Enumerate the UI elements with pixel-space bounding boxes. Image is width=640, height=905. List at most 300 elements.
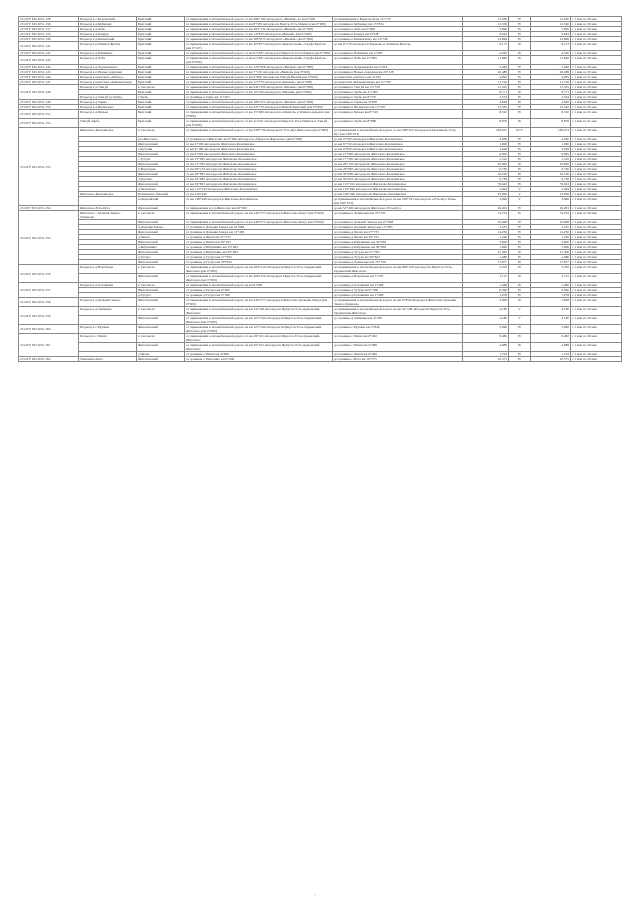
length-total-cell: 10,830 [531, 162, 571, 167]
end-point-cell: до границы д.Тутура км 0+390 [333, 288, 463, 293]
restriction-period-cell: с 1 мая по 30 мая [571, 250, 622, 255]
road-register-sheet [18, 16, 621, 362]
length-cell: 169,937 [463, 128, 509, 137]
category-cell: IV [509, 119, 531, 128]
registry-number-cell: 25 ОГУ МЗ 2051-146 [19, 75, 79, 80]
road-name-cell: Подъезд к д.Тангуй (д.Зарбь) [79, 95, 137, 100]
start-point-cell: от границы д.Бабушкино км 35+063 [185, 245, 333, 250]
category-cell: IV [509, 17, 531, 22]
road-name-cell: Подъезд к пристани «Кильмагамая» [79, 80, 137, 85]
start-point-cell: от примыкания к автомобильной дороге на км 29+161 автодороги Иркутск-Усть-Ордынский-Жигалово [185, 343, 333, 352]
registry-number-cell: 25 ОГУ МЗ 2051-147 [19, 80, 79, 85]
length-cell: 15,556 [463, 22, 509, 27]
restriction-period-cell: с 1 мая по 30 мая [571, 235, 622, 240]
end-point-cell: до границы в Тангуй км 11+379 [333, 85, 463, 90]
category-cell: IV [509, 255, 531, 260]
category-cell: IV [509, 260, 531, 265]
start-point-cell: от км 28+865 автодороги Жигалово-Казачинское [185, 172, 333, 177]
restriction-period-cell: с 1 мая по 30 мая [571, 22, 622, 27]
category-cell: IV [509, 80, 531, 85]
length-cell: 2,554 [463, 95, 509, 100]
length-total-cell: 1,430 [531, 235, 571, 240]
section-cell: Жигаловский [137, 274, 185, 283]
table-row [19, 211, 622, 220]
end-point-cell: до границы д.Тутура км 58+843 [333, 255, 463, 260]
start-point-cell: от примыкания к автомобильной дороге от км 383+013 автодороги «Вилюй» (км 0+000) [185, 37, 333, 42]
start-point-cell: от км 15+995 автодороги Жигалово-Казачинское [185, 157, 333, 162]
start-point-cell: от примыкания к автомобильной дороге на км 268+419 автодороги Иркутск-Усть-Ордынский-Жигалово (км 0+000) [185, 265, 333, 274]
category-cell: IV [509, 162, 531, 167]
end-point-cell: до пристани «Кильмагамая» км 11+760 [333, 80, 463, 85]
category-cell: V [509, 192, 531, 197]
table-row [19, 325, 622, 334]
length-total-cell: 26,201 [531, 206, 571, 211]
length-cell: 9,173 [463, 42, 509, 51]
section-cell: д.Грузино [137, 177, 185, 182]
restriction-period-cell: с 1 мая по 31 мая [571, 119, 622, 128]
category-cell: IV [509, 147, 531, 152]
length-total-cell: 3,705 [531, 265, 571, 274]
road-name-cell [79, 274, 137, 283]
category-cell: V [509, 197, 531, 206]
start-point-cell: от границы с.Чичап км 4+689 [185, 352, 333, 357]
section-cell: Жигаловский [137, 288, 185, 293]
category-cell: IV [509, 293, 531, 298]
section-cell: д.Челноково [137, 187, 185, 192]
registry-number-cell: 25 ОГУ МЗ 2051-156 [19, 265, 79, 283]
section-cell: Братский [137, 119, 185, 128]
length-cell: 1,310 [463, 157, 509, 162]
restriction-period-cell: с 1 мая по 30 мая [571, 334, 622, 343]
section-cell: Братский [137, 32, 185, 37]
start-point-cell: от примыкания к автомобильной дороге на км 34+148 автодороги Иркутск-Усть-Ордынский-Жигалово [185, 307, 333, 316]
length-cell: 26,201 [463, 206, 509, 211]
table-row [19, 110, 622, 119]
restriction-period-cell: с 1 мая по 30 мая [571, 225, 622, 230]
end-point-cell: до км 39+085 автодороги Жигалово-Казачинское [333, 172, 463, 177]
page-mark: · [314, 893, 316, 899]
category-cell: IV [509, 56, 531, 65]
length-cell: 1,793 [463, 352, 509, 357]
restriction-period-cell: с 1 мая по 30 мая [571, 187, 622, 192]
start-point-cell: от примыкания к автомобильной дороге от км 29+161 автодороги Иркутск-Усть-Ордынский-Жигалово [185, 334, 333, 343]
length-total-cell: 6,995 [531, 152, 571, 157]
length-cell: 1,078 [463, 293, 509, 298]
end-point-cell: до примыкания к Берегоцой км 13+170 [333, 17, 463, 22]
end-point-cell: до границы в Дальней Закоры км 10+948 [333, 220, 463, 225]
length-total-cell: 0,730 [531, 167, 571, 172]
length-cell: 2,858 [463, 298, 509, 307]
category-cell: IV [509, 172, 531, 177]
road-name-cell: Жигалово-Казачинское [79, 128, 137, 137]
length-total-cell: 11,325 [531, 85, 571, 90]
end-point-cell: до км 6+750 автодороги Жигалово-Казачинское [333, 142, 463, 147]
restriction-period-cell: с 1 мая по 30 мая [571, 182, 622, 187]
length-total-cell: 1,480 [531, 255, 571, 260]
category-cell: IV [509, 325, 531, 334]
length-total-cell: 1,468 [531, 283, 571, 288]
length-total-cell: 13,500 [531, 17, 571, 22]
registry-number-cell: 25 ОГУ МЗ 2051-159 [19, 307, 79, 325]
category-cell: IV [509, 27, 531, 32]
length-cell: 3,715 [463, 274, 509, 283]
start-point-cell: от км 6+180 автодороги Жигалово-Казачинское [185, 147, 333, 152]
start-point-cell: от примыкания к автомобильной дороге от км 246+377 автодороги Жигалово-Качуг (км 0+000) [185, 220, 333, 225]
road-name-cell: Подъезд к д.Кежемский [79, 37, 137, 42]
section-cell: Жигаловский [137, 182, 185, 187]
category-cell: IV [509, 152, 531, 157]
start-point-cell: от границы д.Тутура км 58+843 [185, 260, 333, 265]
start-point-cell: от границы д.Чичап км 27+733 [185, 235, 333, 240]
end-point-cell: до границы в Зарбь км 11+402 [333, 90, 463, 95]
length-total-cell: 76,643 [531, 182, 571, 187]
road-name-cell: Подъезд к д.Илимкаре [79, 51, 137, 56]
length-cell: 1,430 [463, 235, 509, 240]
section-cell: Жигаловский [137, 142, 185, 147]
end-point-cell: до границы в Шумилово км 15+587 [333, 105, 463, 110]
section-cell: Жигаловский [137, 152, 185, 157]
start-point-cell: от примыкания к автомобильной дороге от км 12+370 автодороги «Кильма» (км 0+000) [185, 80, 333, 85]
length-total-cell: 5,948 [531, 65, 571, 70]
restriction-period-cell: с 1 мая по 30 мая [571, 128, 622, 137]
category-cell: IV [509, 334, 531, 343]
restriction-period-cell: с 1 мая по 30 мая [571, 265, 622, 274]
length-cell: 4,180 [463, 316, 509, 325]
category-cell: IV [509, 177, 531, 182]
table-row [19, 119, 622, 128]
end-point-cell: до км 39+823 автодороги Жигалово-Казачинское [333, 177, 463, 182]
restriction-period-cell: с 1 мая по 30 мая [571, 245, 622, 250]
start-point-cell: от примыкания к автомобильной дороге от км 36+857 автодороги «Кирульский» «Труфа-Братск» (км 0+127) [185, 42, 333, 51]
section-cell: Братский [137, 51, 185, 56]
category-cell: IV [509, 206, 531, 211]
category-cell: IV [509, 32, 531, 37]
registry-number-cell: 25 ОГУ МЗ 2051-150 [19, 105, 79, 110]
section-cell: Жигаловский [137, 172, 185, 177]
start-point-cell: от примыкания к автомобильной дороге от км 7+150 автодороги «Вилюй» (км 0+000) [185, 70, 333, 75]
length-cell: 5,948 [463, 65, 509, 70]
category-cell: IV [509, 274, 531, 283]
length-total-cell: 14,250 [531, 230, 571, 235]
length-total-cell: 1,000 [531, 245, 571, 250]
section-cell: Братский [137, 27, 185, 32]
restriction-period-cell: с 1 мая по 30 мая [571, 316, 622, 325]
length-total-cell: 2,858 [531, 298, 571, 307]
category-cell: IV [509, 230, 531, 235]
road-name-cell: Подъезд к пристани «Добгру» [79, 75, 137, 80]
start-point-cell: от примыкания к автомобильной дороге на км 246+377 автодороги Жигалово-Дальняя Закора (км 0+000) [185, 298, 333, 307]
start-point-cell: от км 148+440 автодороги Жигалово-Казачинское [185, 197, 333, 206]
registry-number-cell: 25 ОГУ МЗ 2051-148 [19, 85, 79, 100]
length-cell: 3,494 [463, 187, 509, 192]
restriction-period-cell: с 1 мая по 30 мая [571, 80, 622, 85]
end-point-cell: до границы в Новые Аджунки км 20+128 [333, 70, 463, 75]
section-cell: с.Тутура [137, 157, 185, 162]
category-cell: IV [509, 142, 531, 147]
table-row [19, 307, 622, 316]
end-point-cell: до км 52+400 автодороги Жигалово-Усть-Кута [333, 206, 463, 211]
length-total-cell: 5,840 [531, 27, 571, 32]
length-cell: 6,482 [463, 334, 509, 343]
length-total-cell: 10,100 [531, 172, 571, 177]
table-body [19, 17, 622, 362]
road-name-cell: Тимохина-Илга [79, 357, 137, 362]
restriction-period-cell: с 1 мая по 30 мая [571, 274, 622, 283]
registry-number-cell: 25 ОГУ МЗ 2051-136 [19, 22, 79, 27]
section-cell: п.Окунайский [137, 197, 185, 206]
table-row [19, 316, 622, 325]
start-point-cell: от км 17+305 автодороги Жигалово-Казачинское [185, 162, 333, 167]
restriction-period-cell: с 1 мая по 30 мая [571, 307, 622, 316]
start-point-cell: от примыкания к автомобильной дороге на км 167+240 автодороги Иркутск-Усть-Ордынский-Жигалово (км 0+000) [185, 316, 333, 325]
end-point-cell: до примыкания к автомобильной дороге от км 198+252 автодороги Казачинско-Усть-Кут (км 198+253) [333, 128, 463, 137]
start-point-cell: от км 39+823 автодороги Жигалово-Казачинское [185, 182, 333, 187]
section-cell: с.Чичап [137, 352, 185, 357]
category-cell: IV [509, 265, 531, 274]
restriction-period-cell: с 1 мая по 30 мая [571, 343, 622, 352]
table-row [19, 42, 622, 51]
section-cell: Жигаловский [137, 260, 185, 265]
category-cell: IV [509, 352, 531, 357]
length-total-cell: 3,494 [531, 187, 571, 192]
registry-number-cell: 25 ОГУ МЗ 2051-145 [19, 70, 79, 75]
restriction-period-cell: с 1 мая по 30 мая [571, 167, 622, 172]
road-name-cell: Подъезд к д.Тарма [79, 100, 137, 105]
restriction-period-cell: с 1 мая по 30 мая [571, 105, 622, 110]
restriction-period-cell: с 1 мая по 30 мая [571, 27, 622, 32]
category-cell: IV [509, 357, 531, 362]
length-total-cell: 3,696 [531, 197, 571, 206]
length-total-cell: 4,628 [531, 100, 571, 105]
end-point-cell: до границы с.Чичап км 6+482 [333, 352, 463, 357]
start-point-cell: от примыкания к автомобильной дороге от км 61+481 автодороги «Кирульский» «Труфа-Братск» (км 0+000) [185, 56, 333, 65]
section-cell: д.Бабушкино [137, 245, 185, 250]
restriction-period-cell: с 1 мая по 30 мая [571, 220, 622, 225]
restriction-period-cell: с 1 мая по 30 мая [571, 288, 622, 293]
category-cell: IV [509, 65, 531, 70]
start-point-cell: от км 9+000 автодороги Жигалово-Казачинское [185, 152, 333, 157]
road-name-cell: Тангуй-Зарбь [79, 119, 137, 128]
category-cell: IV [509, 22, 531, 27]
category-cell: IV [509, 51, 531, 56]
road-name-cell: Подъезд к д.Кандуя [79, 32, 137, 37]
section-cell: Братский [137, 65, 185, 70]
section-cell: Жигаловский [137, 250, 185, 255]
restriction-period-cell: с 1 мая по 30 мая [571, 177, 622, 182]
length-cell: 4,180 [463, 307, 509, 316]
road-name-cell: Подъезд к с.Рудовка [79, 325, 137, 334]
start-point-cell: от примыкания к автомобильной дороге от км 244+359 автодороги «Вилюй» (км 0+000) [185, 85, 333, 90]
length-cell: 14,896 [463, 37, 509, 42]
length-cell: 11,325 [463, 85, 509, 90]
section-cell: в том числе [137, 334, 185, 343]
table-row [19, 265, 622, 274]
start-point-cell: от км 4+500 автодороги Жигалово-Казачинское [185, 142, 333, 147]
category-cell: IV [509, 42, 531, 51]
section-cell: Братский [137, 100, 185, 105]
restriction-period-cell: с 1 мая по 30 мая [571, 162, 622, 167]
length-cell: 4,689 [463, 343, 509, 352]
length-cell: 3,696 [463, 197, 509, 206]
start-point-cell: от примыкания к автомобильной дороге на км 0+000 [185, 283, 333, 288]
length-cell: 0,738 [463, 177, 509, 182]
road-name-cell: Подъезд к д.Хуржемаково [79, 65, 137, 70]
section-cell: в том числе [137, 265, 185, 274]
restriction-period-cell: с 1 мая по 30 мая [571, 56, 622, 65]
table-row [19, 334, 622, 343]
registry-number-cell: 25 ОГУ МЗ 2051-143 [19, 56, 79, 65]
length-total-cell: 11,840 [531, 56, 571, 65]
start-point-cell: от примыкания к автомобильной дороге от км 15+480 автодороги «Илимск» в Илимск-Адъевск (км 0+000) [185, 110, 333, 119]
registry-number-cell: 25 ОГУ МЗ 2051-157 [19, 283, 79, 298]
road-name-cell: Подъезд к д.Головкина [79, 283, 137, 288]
end-point-cell: до границы д.Бабушкино км 35+063 [333, 240, 463, 245]
length-total-cell: 8,876 [531, 119, 571, 128]
restriction-period-cell: с 1 мая по 30 мая [571, 283, 622, 288]
registry-number-cell: 25 ОГУ МЗ 2051-161 [19, 334, 79, 357]
end-point-cell: до км 4+500 автодороги Жигалово-Казачинское [333, 137, 463, 142]
length-cell: 20,488 [463, 70, 509, 75]
length-cell: 10,948 [463, 220, 509, 225]
category-cell: IV [509, 70, 531, 75]
length-total-cell: 15,592 [531, 105, 571, 110]
end-point-cell: до примыкания к автомобильной дороге на км 34+148 автодороги Иркутск-Усть-Ордынский-Жигалово [333, 307, 463, 316]
length-cell: 0,730 [463, 167, 509, 172]
length-total-cell: 23,099 [531, 192, 571, 197]
end-point-cell: до границы д.Воробьева км 3+705 [333, 274, 463, 283]
category-cell: IV [509, 105, 531, 110]
start-point-cell: от примыкания к автомобильной дороге от км 61+481 автодороги Иркутск-Усть-Илимск (км 0+000) [185, 51, 333, 56]
category-cell: IV [509, 343, 531, 352]
length-cell: 8,771 [463, 90, 509, 95]
start-point-cell: от примыкания к автомобильной дороге от км 14+835 автодороги «Вилюй» (км 0+000) [185, 32, 333, 37]
length-cell: 2,535 [463, 225, 509, 230]
restriction-period-cell: с 1 мая по 30 мая [571, 255, 622, 260]
registry-number-cell: 25 ОГУ МЗ 2051-138 [19, 17, 79, 22]
start-point-cell: от примыкания к автомобильной дороге от км 11+421 автодороги Иркутск-Усть-Илимск и Тангуй (км 0+000) [185, 119, 333, 128]
registry-number-cell: 25 ОГУ МЗ 2051-135 [19, 32, 79, 37]
category-cell: IV [509, 298, 531, 307]
road-name-cell: Подъезд к д.Лабе [79, 27, 137, 32]
length-total-cell: 169,274 [531, 128, 571, 137]
category-cell: IV [509, 225, 531, 230]
registry-number-cell: 25 ОГУ МЗ 2051-162 [19, 357, 79, 362]
road-name-cell: Жигалово - Дальняя Закора - Лукинова [79, 211, 137, 220]
end-point-cell: до границы д.Знаменка км 4+180 [333, 316, 463, 325]
length-total-cell: 17,877 [531, 260, 571, 265]
restriction-period-cell: с 1 мая по 30 мая [571, 240, 622, 245]
length-total-cell: 11,726 [531, 80, 571, 85]
length-total-cell: 10,948 [531, 220, 571, 225]
length-cell: 4,520 [463, 51, 509, 56]
registry-number-cell: 25 ОГУ МЗ 2051-144 [19, 65, 79, 70]
registry-number-cell: 25 ОГУ МЗ 2051-149 [19, 100, 79, 105]
length-cell: 4,628 [463, 100, 509, 105]
section-cell: р.п.Жигалово [137, 137, 185, 142]
category-cell: IV [509, 100, 531, 105]
restriction-period-cell: с 1 мая по 30 мая [571, 157, 622, 162]
length-total-cell: 9,644 [531, 32, 571, 37]
length-cell: 11,726 [463, 80, 509, 85]
restriction-period-cell: с 1 мая по 30 мая [571, 293, 622, 298]
category-cell: IV [509, 250, 531, 255]
category-cell: IV [509, 220, 531, 225]
length-total-cell: 5,900 [531, 240, 571, 245]
restriction-period-cell: с 1 мая по 30 мая [571, 137, 622, 142]
section-cell: Жигаловский [137, 325, 185, 334]
section-cell: в том числе [137, 211, 185, 220]
length-cell: 4,095 [463, 75, 509, 80]
end-point-cell: до примыкания к автомобильной дороге на км 268+419 автодороги Иркутск-Усть-Ордынский-Жигалово [333, 265, 463, 274]
length-cell: 8,310 [463, 110, 509, 119]
end-point-cell: до границы в Илимкаре км 4+485 [333, 51, 463, 56]
length-cell: 5,900 [463, 240, 509, 245]
start-point-cell: от км 39+085 автодороги Жигалово-Казачинское [185, 177, 333, 182]
length-cell: 74,703 [463, 211, 509, 220]
start-point-cell: от примыкания к автомобильной дороге от км 120+958 автодороги «Вилюй» (км 0+000) [185, 65, 333, 70]
category-cell: IV [509, 182, 531, 187]
length-cell: 23,099 [463, 192, 509, 197]
end-point-cell: до границы д.Чичап км 27+733 [333, 230, 463, 235]
start-point-cell: от примыкания к автомобильной дороге от км 44+770 автодороги Вилюй-Братский (км 0+000) [185, 105, 333, 110]
length-total-cell: 4,520 [531, 51, 571, 56]
length-cell: 10,830 [463, 162, 509, 167]
length-total-cell: 2,554 [531, 95, 571, 100]
end-point-cell: до границы с.Чичап км 4+689 [333, 343, 463, 352]
restriction-period-cell: с 1 мая по 30 мая [571, 51, 622, 56]
restriction-period-cell: с 1 мая по 30 мая [571, 142, 622, 147]
length-total-cell: 1,793 [531, 352, 571, 357]
length-total-cell: 4,689 [531, 343, 571, 352]
end-point-cell: до границы в Зарбь км 8+337 [333, 95, 463, 100]
category-cell: V [509, 187, 531, 192]
length-total-cell: 1,310 [531, 157, 571, 162]
restriction-period-cell: с 1 мая по 30 мая [571, 357, 622, 362]
road-name-cell [79, 316, 137, 325]
restriction-period-cell: с 1 мая по 31 мая [571, 75, 622, 80]
restriction-period-cell: с 1 мая по 30 мая [571, 42, 622, 51]
end-point-cell: до км 148+440 автодороги Жигалово-Казачинское [333, 192, 463, 197]
road-name-cell: Подъезд к д.Воробьева [79, 265, 137, 274]
restriction-period-cell: с 1 мая по 30 мая [571, 100, 622, 105]
length-total-cell: 5,846 [531, 325, 571, 334]
start-point-cell: от примыкания к автомобильной дороге от км 186+321 автодороги «Вилюй» (км 0+000) [185, 100, 333, 105]
length-total-cell: 8,771 [531, 90, 571, 95]
end-point-cell: до границы д.Чичап км 29+163 [333, 235, 463, 240]
start-point-cell: от границы п.Дальняя Закора км 10+948 [185, 225, 333, 230]
length-cell: 0,390 [463, 288, 509, 293]
restriction-period-cell: с 1 мая по 30 мая [571, 32, 622, 37]
end-point-cell: до границы п.Дальняя Закора км 13+483 [333, 225, 463, 230]
section-cell: Братский [137, 80, 185, 85]
end-point-cell: до границы в Хуржемакова км 5+918 [333, 65, 463, 70]
length-total-cell: 4,095 [531, 75, 571, 80]
registry-number-cell: 25 ОГУ МЗ 2051-153 [19, 128, 79, 206]
category-cell: IV [509, 95, 531, 100]
restriction-period-cell: с 1 мая по 30 мая [571, 325, 622, 334]
end-point-cell: до границы в Лабе км 5+690 [333, 27, 463, 32]
registry-number-cell: 25 ОГУ МЗ 2051-151 [19, 110, 79, 119]
end-point-cell: до км 9+000 автодороги Жигалово-Казачинское [333, 147, 463, 152]
length-total-cell: 0,738 [531, 177, 571, 182]
end-point-cell: до примыкания к автомобильной дороге на км 0+858 автодороги Жигалово-Дальняя Закора-Лукинова [333, 298, 463, 307]
length-cell: 1,000 [463, 245, 509, 250]
section-cell: Жигаловский [137, 343, 185, 352]
restriction-period-cell: с 1 мая по 30 мая [571, 37, 622, 42]
category-cell: IV [509, 245, 531, 250]
category-cell: IV [509, 167, 531, 172]
road-name-cell: Подъезд к д.Шумилово [79, 105, 137, 110]
